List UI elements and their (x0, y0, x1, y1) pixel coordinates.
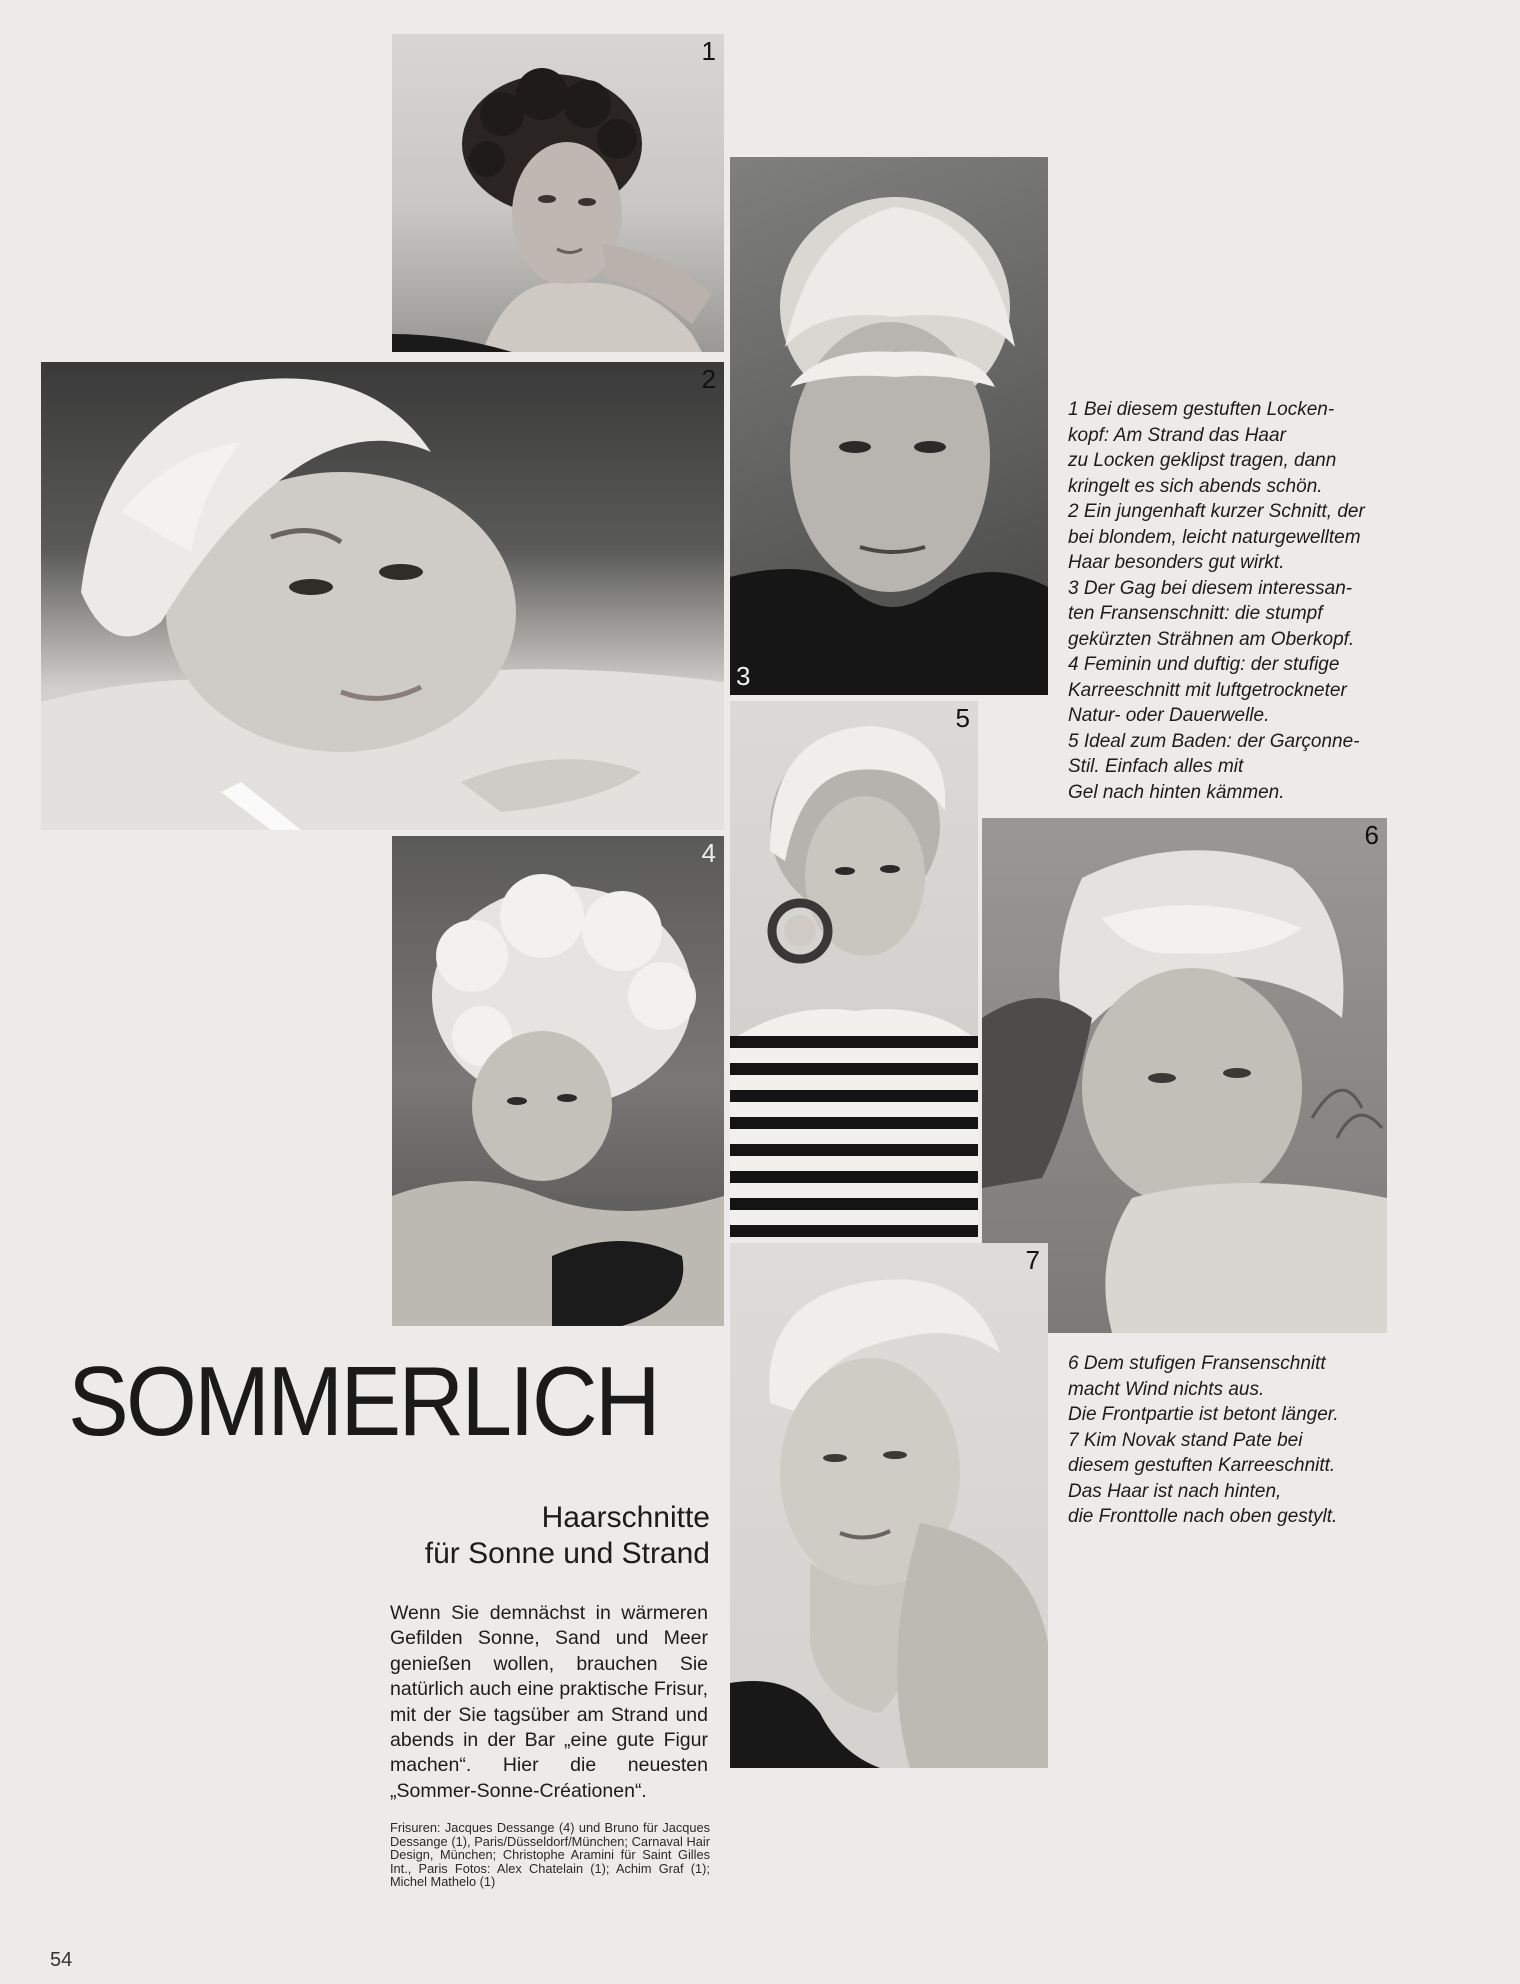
photo-7-number: 7 (1025, 1245, 1040, 1275)
photo-5-number: 5 (955, 703, 970, 733)
caption-line: 1 Bei diesem gestuften Locken- (1068, 399, 1335, 420)
photo-7 (730, 1243, 1048, 1768)
caption-line: Gel nach hinten kämmen. (1068, 781, 1285, 803)
photo-2-illustration (41, 362, 724, 830)
caption-line: 5 Ideal zum Baden: der Garçonne- (1068, 730, 1360, 752)
caption-line: Die Frontpartie ist betont länger. (1068, 1404, 1339, 1425)
page-title: SOMMERLICH (68, 1346, 658, 1456)
intro-paragraph: Wenn Sie demnächst in wärmeren Gefilden Sonne, Sand und Meer genießen wollen, brauchen Sie natürlich auch eine praktische Frisur, mit der Sie tagsüber am Strand und abends in der Bar „eine gute Figur machen“. Hier die neuesten „Sommer-Sonne-Créationen“. (390, 1602, 708, 1802)
photo-3 (730, 157, 1048, 695)
caption-line: 2 Ein jungenhaft kurzer Schnitt, der (1068, 501, 1365, 522)
caption-line: ten Fransenschnitt: die stumpf (1068, 603, 1323, 624)
caption-line: Haar besonders gut wirkt. (1068, 552, 1285, 573)
caption-line: kringelt es sich abends schön. (1068, 475, 1323, 497)
captions-photos-6-7 (1068, 1351, 1398, 1530)
photo-4-illustration (392, 836, 724, 1326)
caption-line: bei blondem, leicht naturgewelltem (1068, 526, 1361, 548)
caption-line: Natur- oder Dauerwelle. (1068, 705, 1270, 726)
caption-line: 4 Feminin und duftig: der stufige (1068, 654, 1340, 675)
caption-line: die Fronttolle nach oben gestylt. (1068, 1506, 1338, 1527)
caption-line: Das Haar ist nach hinten, (1068, 1480, 1282, 1502)
caption-line: 6 Dem stufigen Fransenschnitt (1068, 1353, 1326, 1374)
captions-photos-1-5 (1068, 397, 1398, 805)
page-number: 54 (50, 1949, 73, 1971)
photo-3-illustration (730, 157, 1048, 695)
photo-1-number: 1 (701, 36, 716, 66)
photo-5 (730, 701, 978, 1237)
photo-4-number: 4 (701, 838, 716, 868)
photo-7-illustration (730, 1243, 1048, 1768)
photo-2-number: 2 (701, 364, 716, 394)
photo-3-number: 3 (736, 661, 751, 691)
caption-line: Karreeschnitt mit luftgetrockneter (1068, 679, 1347, 701)
credits-text: Frisuren: Jacques Dessange (4) und Bruno für Jacques Dessange (1), Paris/Düsseldorf/München; Carnaval Hair Design, München; Christophe Aramini für Saint Gilles Int., Paris Fotos: Alex Chatelain (1); Achim Graf (1); Michel Mathelo (1) (390, 1820, 710, 1889)
subtitle-line-2: für Sonne und Strand (424, 1537, 710, 1570)
caption-line: zu Locken geklipst tragen, dann (1068, 450, 1337, 471)
caption-line: 3 Der Gag bei diesem interessan- (1068, 577, 1353, 599)
caption-line: gekürzten Strähnen am Oberkopf. (1068, 628, 1355, 650)
caption-line: Stil. Einfach alles mit (1068, 756, 1244, 777)
caption-line: kopf: Am Strand das Haar (1068, 424, 1286, 446)
photo-4 (392, 836, 724, 1326)
photo-2 (41, 362, 724, 830)
photo-5-illustration (730, 701, 978, 1237)
photo-1 (392, 34, 724, 352)
subtitle (425, 1500, 710, 1572)
caption-line: 7 Kim Novak stand Pate bei (1068, 1429, 1303, 1451)
photo-6-number: 6 (1364, 820, 1379, 850)
subtitle-line-1: Haarschnitte (541, 1501, 710, 1534)
caption-line: macht Wind nichts aus. (1068, 1378, 1265, 1400)
caption-line: diesem gestuften Karreeschnitt. (1068, 1455, 1336, 1476)
photo-1-illustration (392, 34, 724, 352)
